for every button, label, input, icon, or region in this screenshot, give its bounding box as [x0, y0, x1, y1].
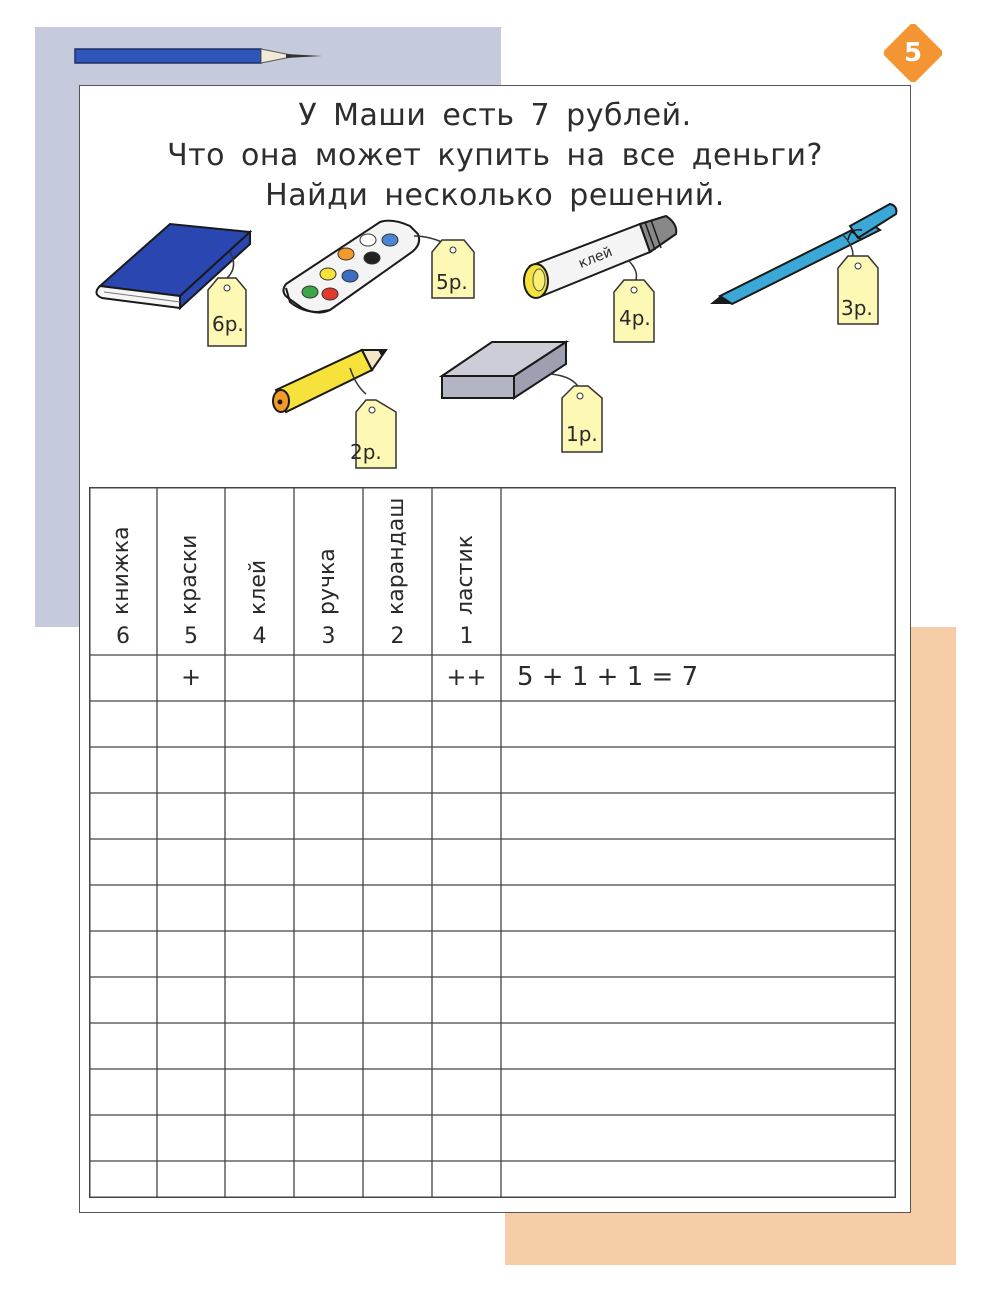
- column-header-label: книжка: [109, 526, 134, 615]
- column-header-pen: [294, 487, 363, 655]
- items-illustration: [80, 200, 910, 480]
- pen-price: 3р.: [841, 296, 873, 320]
- glue-price: 4р.: [619, 306, 651, 330]
- column-header-eraser: [432, 487, 501, 655]
- eraser-icon: [442, 342, 580, 398]
- glue-label: клей: [576, 244, 615, 272]
- eraser-price: 1р.: [566, 422, 598, 446]
- header-pencil-icon: [74, 45, 324, 67]
- row1-eraser-mark: ++: [446, 663, 487, 691]
- page-number-badge: [884, 24, 942, 82]
- row1-paints-mark: +: [180, 663, 202, 691]
- paints-price: 5р.: [436, 270, 468, 294]
- column-header-label: клей: [245, 559, 271, 615]
- column-header-price: 4: [252, 624, 267, 649]
- row1-equation: 5 + 1 + 1 = 7: [517, 662, 699, 692]
- column-header-label: ручка: [314, 548, 340, 615]
- solutions-table: [89, 487, 896, 1198]
- column-header-glue: [225, 487, 294, 655]
- column-header-label: карандаш: [383, 497, 409, 615]
- column-header-pencil: [363, 487, 432, 655]
- column-header-label: краски: [177, 534, 202, 615]
- task-line-2: Что она может купить на все деньги?: [167, 138, 823, 173]
- page-number: 5: [903, 38, 923, 68]
- task-text: [80, 96, 910, 216]
- task-line-3: Найди несколько решений.: [265, 178, 725, 213]
- column-header-price: 5: [184, 624, 198, 649]
- column-header-book: [89, 487, 157, 655]
- column-header-price: 2: [390, 624, 405, 649]
- task-line-1: У Маши есть 7 рублей.: [298, 98, 692, 133]
- column-header-price: 1: [459, 624, 474, 649]
- column-header-price: 6: [116, 624, 130, 649]
- column-header-label: ластик: [452, 534, 478, 615]
- paints-icon: [283, 221, 446, 313]
- book-price: 6р.: [212, 312, 244, 336]
- column-header-price: 3: [321, 624, 336, 649]
- pencil-price: 2р.: [350, 440, 382, 464]
- column-header-paints: [157, 487, 225, 655]
